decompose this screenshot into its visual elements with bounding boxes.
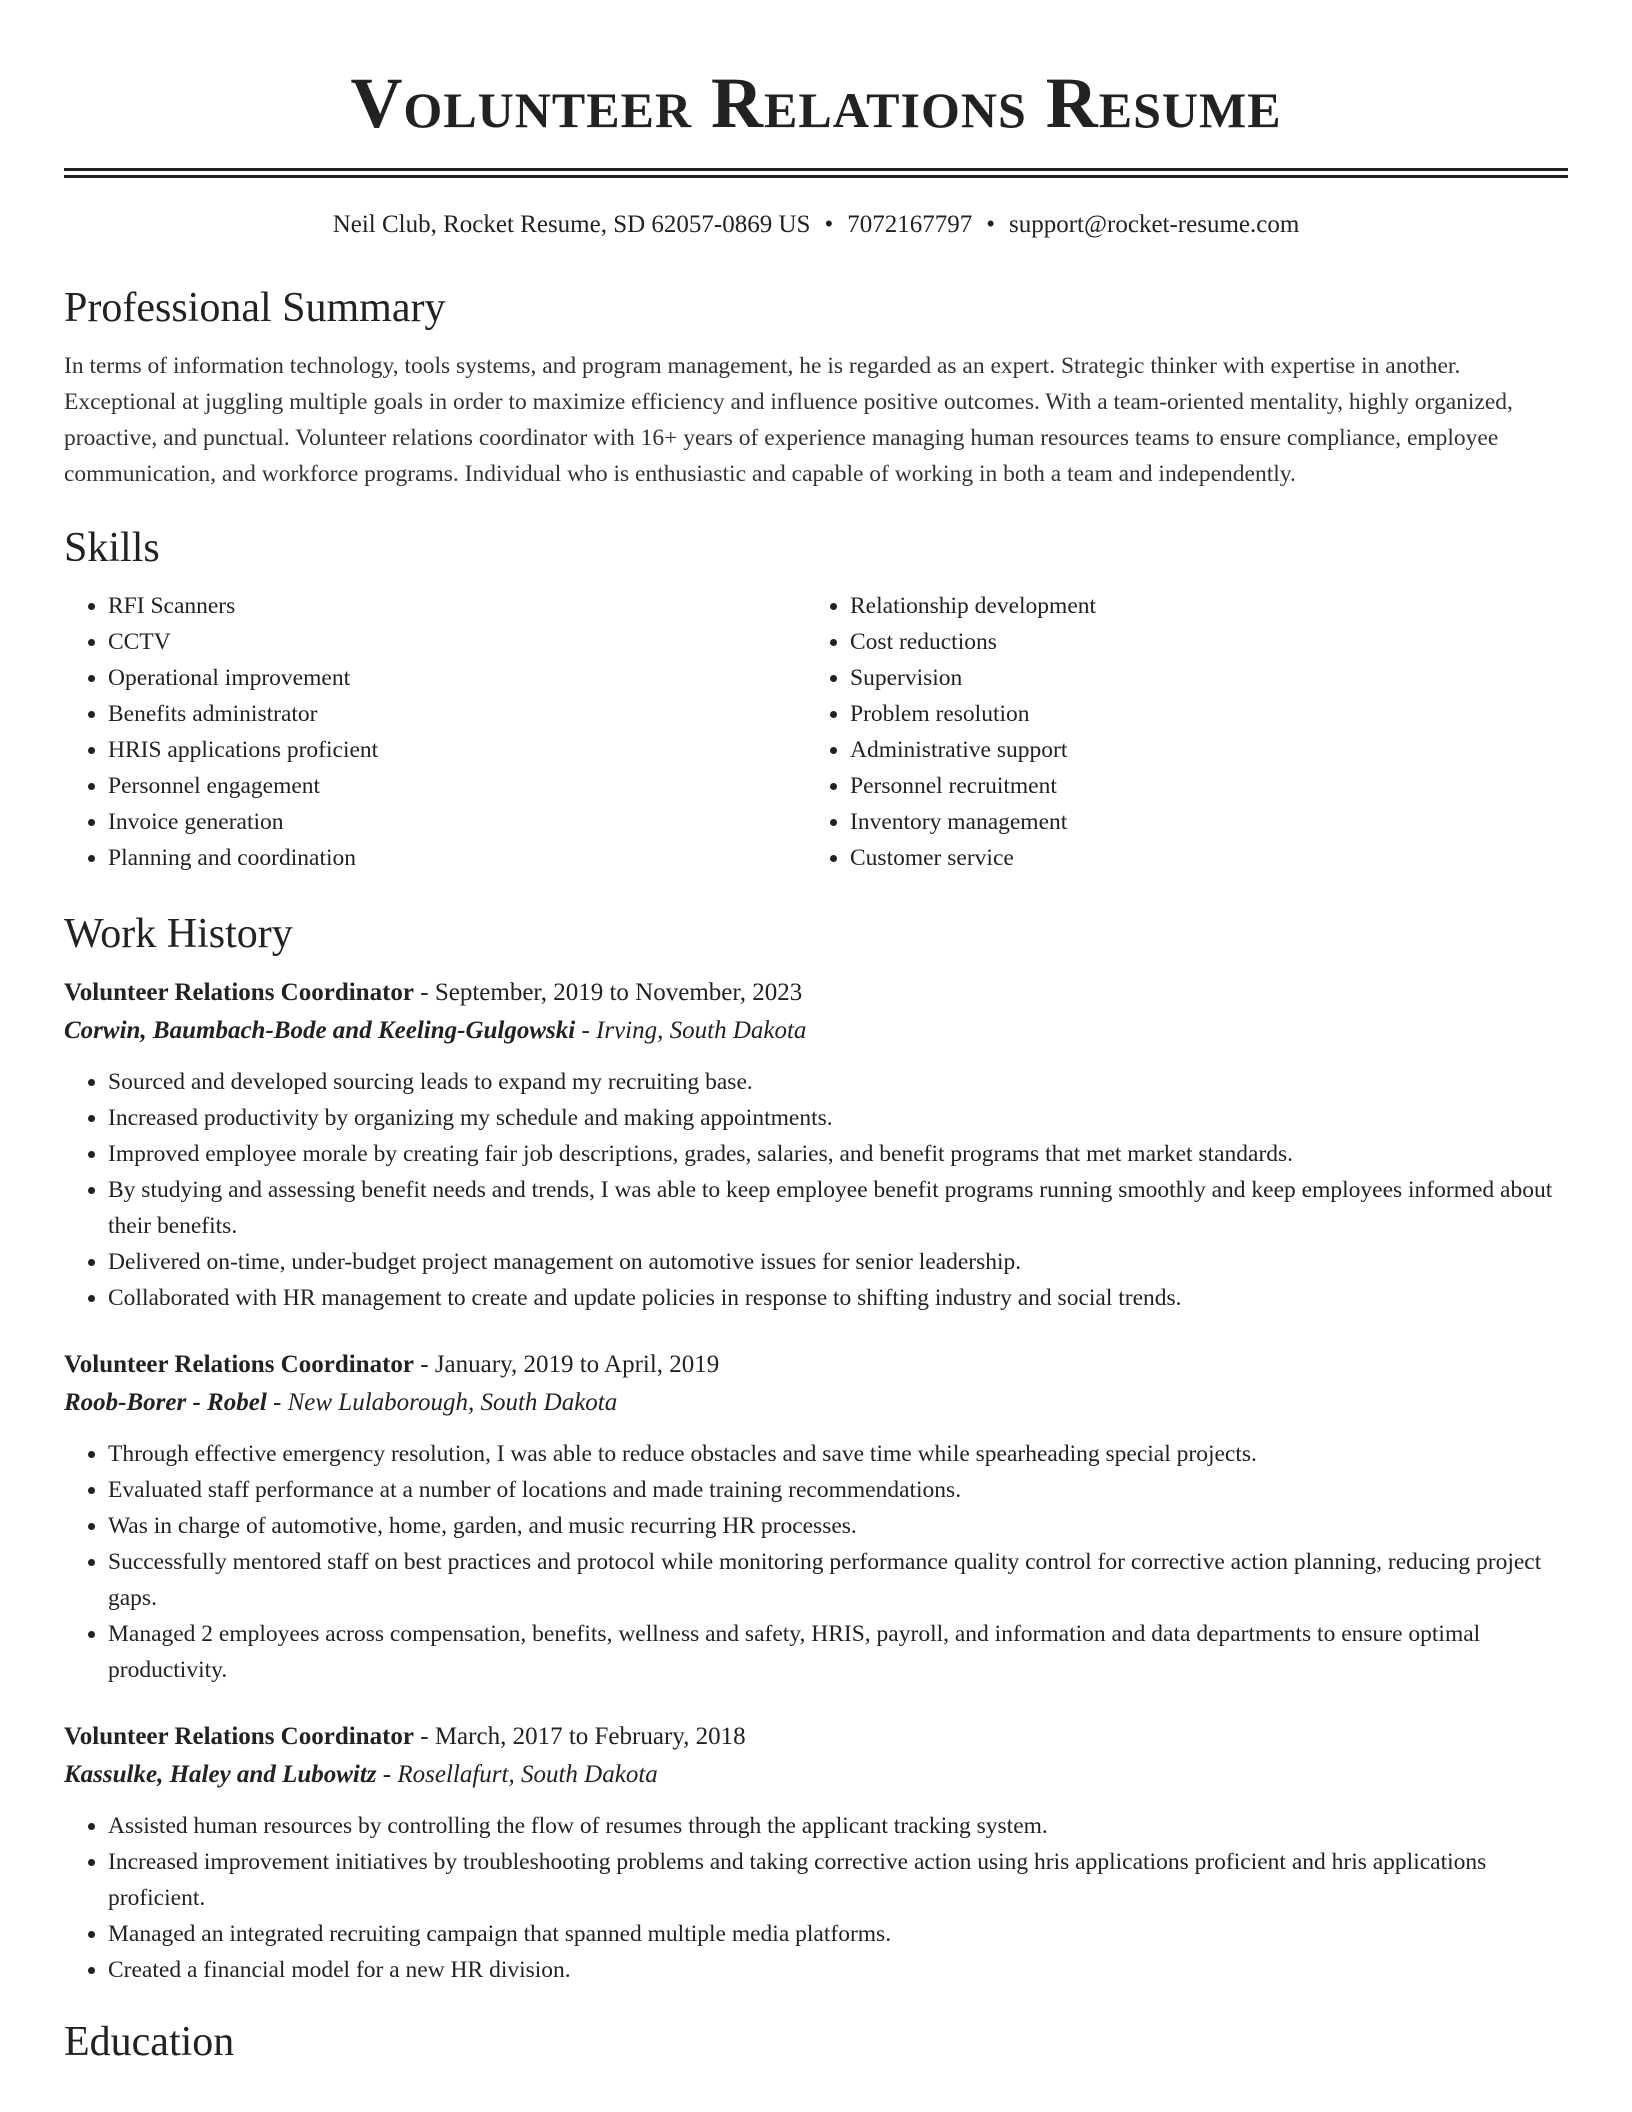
job-bullets bbox=[64, 1064, 1568, 1316]
job-company: Roob-Borer - Robel bbox=[64, 1389, 267, 1416]
job-bullet: • Successfully mentored staff on best practices and protocol while monitoring performance quality control for corrective action planning, reducing project gaps. bbox=[108, 1544, 1568, 1616]
job-bullet: • Through effective emergency resolution, I was able to reduce obstacles and save time while spearheading special projects. bbox=[108, 1436, 1568, 1472]
skill-item: • Planning and coordination bbox=[108, 840, 806, 876]
job-company-line bbox=[64, 1384, 1568, 1422]
job-bullets bbox=[64, 1436, 1568, 1688]
job-dates: - September, 2019 to November, 2023 bbox=[414, 979, 803, 1006]
skills-heading: Skills bbox=[64, 525, 160, 571]
job-location: - Rosellafurt, South Dakota bbox=[376, 1761, 658, 1788]
job-entry bbox=[64, 1346, 1568, 1688]
job-location: - New Lulaborough, South Dakota bbox=[266, 1389, 618, 1416]
skills-columns bbox=[64, 588, 1568, 876]
skill-item: • RFI Scanners bbox=[108, 588, 806, 624]
skill-item: • Benefits administrator bbox=[108, 696, 806, 732]
summary-text: In terms of information technology, tools systems, and program management, he is regarded as an expert. Strategic thinker with expertise in another. Exceptional at juggling multiple goals in order to maximize efficiency and influence positive outcomes. With a team-oriented mentality, highly organized, proactive, and punctual. Volunteer relations coordinator with 16+ years of experience managing human resources teams to ensure compliance, employee communication, and workforce programs. Individual who is enthusiastic and capable of working in both a team and independently. bbox=[64, 353, 1513, 487]
contact-address: Neil Club, Rocket Resume, SD 62057-0869 US bbox=[332, 211, 811, 238]
skills-right-list bbox=[806, 588, 1568, 876]
job-company: Kassulke, Haley and Lubowitz bbox=[64, 1761, 377, 1788]
contact-email: support@rocket-resume.com bbox=[1009, 211, 1300, 238]
skill-item: • CCTV bbox=[108, 624, 806, 660]
job-role: Volunteer Relations Coordinator bbox=[64, 1351, 414, 1378]
job-company-line bbox=[64, 1012, 1568, 1050]
job-dates: - January, 2019 to April, 2019 bbox=[414, 1351, 720, 1378]
skill-item: • Customer service bbox=[850, 840, 1568, 876]
skill-item: • HRIS applications proficient bbox=[108, 732, 806, 768]
skill-item: • Relationship development bbox=[850, 588, 1568, 624]
skill-item: • Supervision bbox=[850, 660, 1568, 696]
job-bullet: • By studying and assessing benefit needs and trends, I was able to keep employee benefit programs running smoothly and keep employees informed about their benefits. bbox=[108, 1172, 1568, 1244]
job-header bbox=[64, 1346, 1568, 1384]
job-bullet: • Increased improvement initiatives by troubleshooting problems and taking corrective action using hris applications proficient and hris applications proficient. bbox=[108, 1844, 1568, 1916]
job-bullet: • Created a financial model for a new HR division. bbox=[108, 1952, 1568, 1988]
job-entry bbox=[64, 1718, 1568, 1988]
job-header bbox=[64, 974, 1568, 1012]
skills-left-list bbox=[64, 588, 806, 876]
skill-item: • Invoice generation bbox=[108, 804, 806, 840]
job-bullet: • Managed an integrated recruiting campaign that spanned multiple media platforms. bbox=[108, 1916, 1568, 1952]
job-entry bbox=[64, 974, 1568, 1316]
job-role: Volunteer Relations Coordinator bbox=[64, 1723, 414, 1750]
job-dates: - March, 2017 to February, 2018 bbox=[414, 1723, 746, 1750]
skill-item: • Administrative support bbox=[850, 732, 1568, 768]
skill-item: • Inventory management bbox=[850, 804, 1568, 840]
resume-title: Volunteer Relations Resume bbox=[350, 63, 1282, 143]
skill-item: • Cost reductions bbox=[850, 624, 1568, 660]
job-bullet: • Was in charge of automotive, home, garden, and music recurring HR processes. bbox=[108, 1508, 1568, 1544]
skill-item: • Personnel recruitment bbox=[850, 768, 1568, 804]
job-bullet: • Managed 2 employees across compensation, benefits, wellness and safety, HRIS, payroll, and information and data departments to ensure optimal productivity. bbox=[108, 1616, 1568, 1688]
skill-item: • Operational improvement bbox=[108, 660, 806, 696]
job-bullet: • Collaborated with HR management to create and update policies in response to shifting industry and social trends. bbox=[108, 1280, 1568, 1316]
contact-phone: 7072167797 bbox=[847, 211, 973, 238]
job-header bbox=[64, 1718, 1568, 1756]
job-bullets bbox=[64, 1808, 1568, 1988]
contact-separator: • bbox=[986, 211, 995, 238]
job-company: Corwin, Baumbach-Bode and Keeling-Gulgowski bbox=[64, 1017, 576, 1044]
job-bullet: • Sourced and developed sourcing leads to expand my recruiting base. bbox=[108, 1064, 1568, 1100]
job-bullet: • Evaluated staff performance at a number of locations and made training recommendations. bbox=[108, 1472, 1568, 1508]
skill-item: • Problem resolution bbox=[850, 696, 1568, 732]
job-bullet: • Assisted human resources by controlling the flow of resumes through the applicant tracking system. bbox=[108, 1808, 1568, 1844]
contact-line bbox=[64, 208, 1568, 242]
job-bullet: • Increased productivity by organizing my schedule and making appointments. bbox=[108, 1100, 1568, 1136]
contact-separator: • bbox=[824, 211, 834, 238]
work-history-heading: Work History bbox=[64, 911, 293, 957]
resume-page bbox=[64, 0, 1568, 2070]
job-role: Volunteer Relations Coordinator bbox=[64, 979, 414, 1006]
job-bullet: • Delivered on-time, under-budget project management on automotive issues for senior leadership. bbox=[108, 1244, 1568, 1280]
skill-item: • Personnel engagement bbox=[108, 768, 806, 804]
job-company-line bbox=[64, 1756, 1568, 1794]
job-location: - Irving, South Dakota bbox=[575, 1017, 807, 1044]
education-heading: Education bbox=[64, 2019, 235, 2065]
job-bullet: • Improved employee morale by creating fair job descriptions, grades, salaries, and benefit programs that met market standards. bbox=[108, 1136, 1568, 1172]
title-double-rule bbox=[64, 168, 1568, 178]
summary-heading: Professional Summary bbox=[64, 285, 446, 331]
